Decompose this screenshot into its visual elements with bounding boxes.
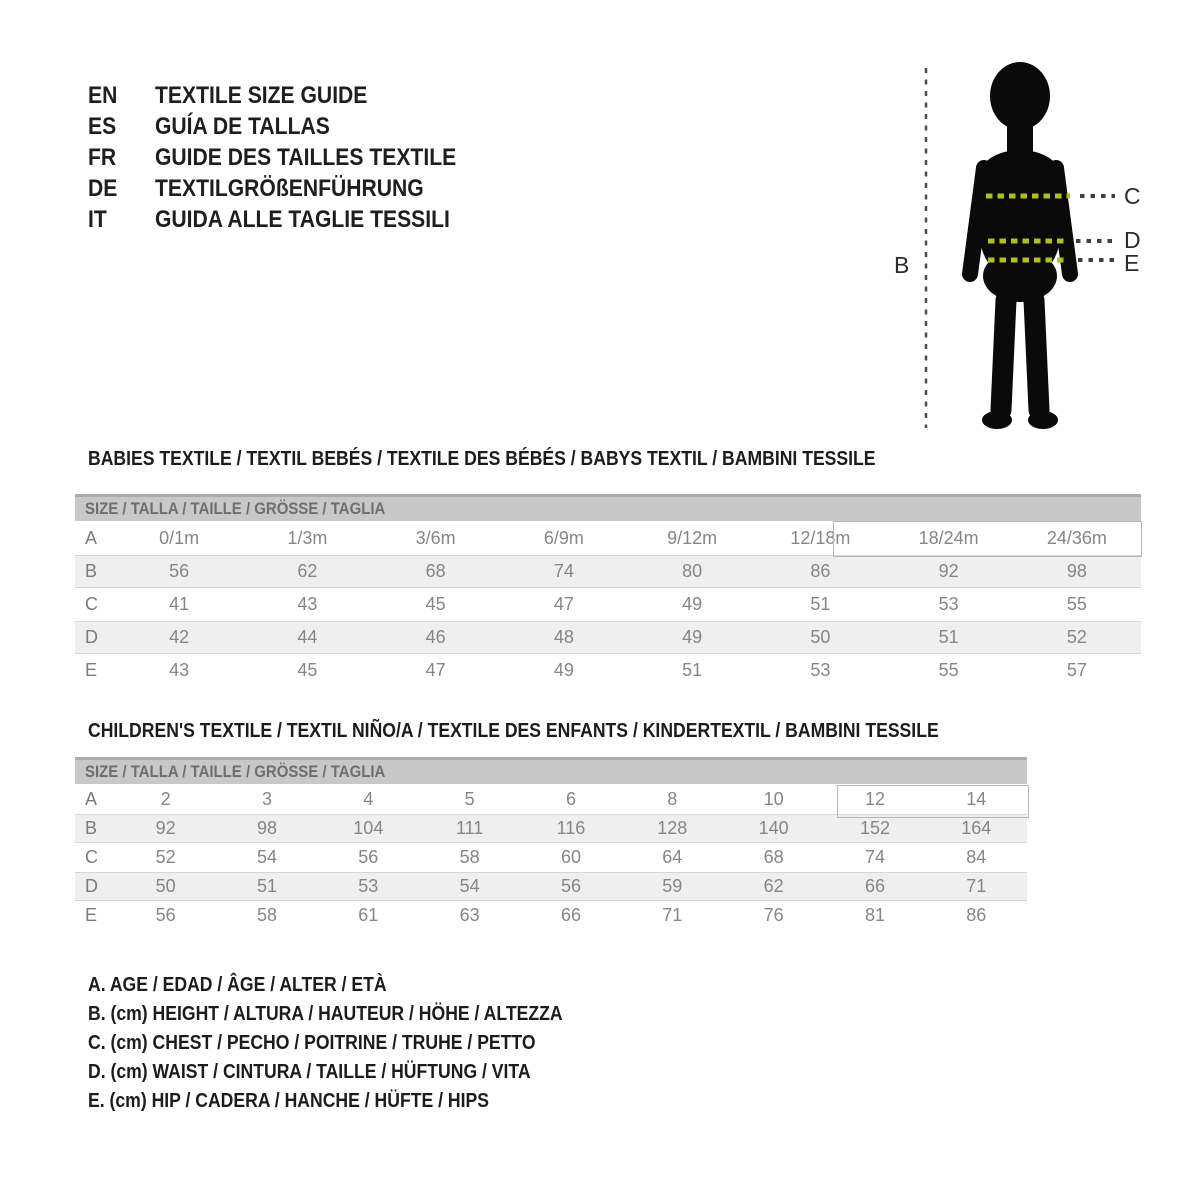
table-cell: 52 xyxy=(155,847,176,867)
legend-line: B. (cm) HEIGHT / ALTURA / HAUTEUR / HÖHE / ALTEZZA xyxy=(88,1003,563,1025)
language-row xyxy=(88,204,497,235)
table-cell: 53 xyxy=(810,660,831,680)
table-cell: 51 xyxy=(256,876,277,896)
table-cell: 104 xyxy=(353,818,384,838)
table-cell: 56 xyxy=(169,561,190,581)
table-cell: 111 xyxy=(455,818,484,838)
measurement-figure xyxy=(880,48,1160,448)
row-label: D xyxy=(85,627,98,647)
table-cell: 74 xyxy=(864,847,885,867)
child-silhouette xyxy=(970,62,1070,429)
table-cell: 43 xyxy=(297,594,318,614)
table-cell: 45 xyxy=(425,594,446,614)
table-cell: 55 xyxy=(938,660,959,680)
table-cell: 98 xyxy=(256,818,277,838)
language-row xyxy=(88,173,497,204)
table-cell: 92 xyxy=(938,561,959,581)
table-cell: 41 xyxy=(169,594,190,614)
language-code: FR xyxy=(88,143,117,171)
table-cell: 50 xyxy=(810,627,831,647)
table-cell: 6 xyxy=(565,789,576,809)
table-cell: 52 xyxy=(1066,627,1087,647)
children-highlighted-size-outline xyxy=(837,785,1029,818)
legend-line: C. (cm) CHEST / PECHO / POITRINE / TRUHE / PETTO xyxy=(88,1032,536,1054)
language-row xyxy=(88,142,497,173)
children-table-header-text: SIZE / TALLA / TAILLE / GRÖSSE / TAGLIA xyxy=(85,762,386,781)
table-row-c xyxy=(75,843,1027,872)
table-cell: 140 xyxy=(758,818,789,838)
table-cell: 60 xyxy=(560,847,581,867)
language-row xyxy=(88,111,497,142)
silhouette-right-leg xyxy=(1034,300,1039,410)
row-label: C xyxy=(85,847,98,867)
table-cell: 24/36m xyxy=(1046,528,1107,548)
babies-highlighted-size-outline xyxy=(833,521,1142,557)
table-cell: 47 xyxy=(553,594,574,614)
row-label: D xyxy=(85,876,98,896)
table-cell: 12/18m xyxy=(790,528,851,548)
table-cell: 47 xyxy=(425,660,446,680)
table-cell: 18/24m xyxy=(918,528,979,548)
table-row-d xyxy=(75,621,1141,654)
legend-line: E. (cm) HIP / CADERA / HANCHE / HÜFTE / HIPS xyxy=(88,1090,489,1112)
silhouette-head xyxy=(990,62,1050,130)
table-cell: 53 xyxy=(358,876,379,896)
table-cell: 84 xyxy=(966,847,987,867)
table-cell: 71 xyxy=(966,876,987,896)
table-cell: 92 xyxy=(155,818,176,838)
legend-line: D. (cm) WAIST / CINTURA / TAILLE / HÜFTUNG / VITA xyxy=(88,1061,531,1083)
row-label: C xyxy=(85,594,98,614)
table-cell: 2 xyxy=(160,789,171,809)
row-label: A xyxy=(85,528,98,548)
table-cell: 53 xyxy=(938,594,959,614)
child-silhouette-diagram xyxy=(880,48,1160,448)
babies-table-header-text: SIZE / TALLA / TAILLE / GRÖSSE / TAGLIA xyxy=(85,499,386,518)
language-code: DE xyxy=(88,174,118,202)
table-cell: 86 xyxy=(966,905,987,925)
row-label: B xyxy=(85,561,98,581)
silhouette-left-foot xyxy=(982,411,1012,429)
table-cell: 128 xyxy=(657,818,688,838)
babies-section-heading xyxy=(88,448,983,471)
children-table-header-bar xyxy=(75,757,1027,784)
table-cell: 49 xyxy=(682,594,703,614)
row-label: A xyxy=(85,789,98,809)
table-cell: 98 xyxy=(1066,561,1087,581)
table-cell: 46 xyxy=(425,627,446,647)
table-cell: 50 xyxy=(155,876,176,896)
table-row-b xyxy=(75,555,1141,588)
table-cell: 56 xyxy=(560,876,581,896)
language-title: GUIDA ALLE TAGLIE TESSILI xyxy=(155,205,450,233)
table-cell: 62 xyxy=(297,561,318,581)
language-title: TEXTILGRÖßENFÜHRUNG xyxy=(155,174,424,202)
language-code: ES xyxy=(88,112,117,140)
table-cell: 49 xyxy=(553,660,574,680)
babies-table-header-bar xyxy=(75,494,1141,521)
table-cell: 49 xyxy=(682,627,703,647)
table-cell: 80 xyxy=(682,561,703,581)
table-cell: 1/3m xyxy=(287,528,328,548)
language-code: EN xyxy=(88,81,118,109)
language-title: GUÍA DE TALLAS xyxy=(155,112,330,140)
silhouette-right-foot xyxy=(1028,411,1058,429)
table-cell: 71 xyxy=(662,905,683,925)
table-row-e xyxy=(75,901,1027,930)
table-cell: 51 xyxy=(682,660,703,680)
table-row-e xyxy=(75,654,1141,687)
language-title: GUIDE DES TAILLES TEXTILE xyxy=(155,143,457,171)
height-label: B xyxy=(894,252,910,278)
table-cell: 68 xyxy=(763,847,784,867)
table-cell: 58 xyxy=(256,905,277,925)
measurement-legend xyxy=(88,971,627,1116)
table-cell: 61 xyxy=(358,905,379,925)
table-cell: 9/12m xyxy=(667,528,718,548)
table-cell: 5 xyxy=(464,789,475,809)
table-cell: 4 xyxy=(363,789,374,809)
table-row-c xyxy=(75,588,1141,621)
table-row-d xyxy=(75,872,1027,901)
table-cell: 55 xyxy=(1066,594,1087,614)
table-cell: 81 xyxy=(864,905,885,925)
row-label: E xyxy=(85,660,98,680)
table-cell: 10 xyxy=(763,789,784,809)
silhouette-left-arm xyxy=(970,168,984,274)
table-cell: 63 xyxy=(459,905,480,925)
table-cell: 44 xyxy=(297,627,318,647)
table-cell: 12 xyxy=(864,789,885,809)
children-size-table xyxy=(75,757,1027,930)
row-label: E xyxy=(85,905,98,925)
chest-label: C xyxy=(1124,183,1141,209)
table-cell: 116 xyxy=(556,818,586,838)
waist-label: D xyxy=(1124,227,1141,253)
table-cell: 64 xyxy=(662,847,683,867)
table-cell: 164 xyxy=(961,818,992,838)
table-row-b xyxy=(75,814,1027,843)
table-cell: 56 xyxy=(358,847,379,867)
table-cell: 58 xyxy=(459,847,480,867)
children-heading-text: CHILDREN'S TEXTILE / TEXTIL NIÑO/A / TEXTILE DES ENFANTS / KINDERTEXTIL / BAMBINI TESSILE xyxy=(88,720,939,742)
table-cell: 51 xyxy=(810,594,831,614)
table-cell: 66 xyxy=(864,876,885,896)
table-cell: 68 xyxy=(425,561,446,581)
language-row xyxy=(88,80,497,111)
table-cell: 51 xyxy=(938,627,959,647)
language-title: TEXTILE SIZE GUIDE xyxy=(155,81,368,109)
table-cell: 43 xyxy=(169,660,190,680)
table-cell: 66 xyxy=(560,905,581,925)
table-cell: 54 xyxy=(256,847,277,867)
babies-heading-text: BABIES TEXTILE / TEXTIL BEBÉS / TEXTILE DES BÉBÉS / BABYS TEXTIL / BAMBINI TESSILE xyxy=(88,448,876,470)
table-cell: 45 xyxy=(297,660,318,680)
table-cell: 86 xyxy=(810,561,831,581)
table-cell: 59 xyxy=(662,876,683,896)
table-cell: 42 xyxy=(169,627,190,647)
table-cell: 74 xyxy=(553,561,574,581)
table-cell: 8 xyxy=(667,789,678,809)
table-cell: 48 xyxy=(553,627,574,647)
table-cell: 76 xyxy=(763,905,784,925)
children-section-heading xyxy=(88,720,1055,743)
table-cell: 56 xyxy=(155,905,176,925)
silhouette-neck xyxy=(1007,120,1033,152)
table-cell: 6/9m xyxy=(543,528,584,548)
language-code: IT xyxy=(88,205,107,233)
table-cell: 54 xyxy=(459,876,480,896)
language-title-list xyxy=(88,80,497,235)
table-cell: 14 xyxy=(966,789,987,809)
table-cell: 3/6m xyxy=(415,528,456,548)
legend-line: A. AGE / EDAD / ÂGE / ALTER / ETÀ xyxy=(88,974,387,996)
silhouette-left-leg xyxy=(1001,300,1006,410)
table-cell: 152 xyxy=(859,818,890,838)
table-cell: 0/1m xyxy=(159,528,200,548)
table-cell: 62 xyxy=(763,876,784,896)
table-cell: 3 xyxy=(261,789,272,809)
hip-label: E xyxy=(1124,250,1140,276)
row-label: B xyxy=(85,818,98,838)
table-cell: 57 xyxy=(1066,660,1087,680)
